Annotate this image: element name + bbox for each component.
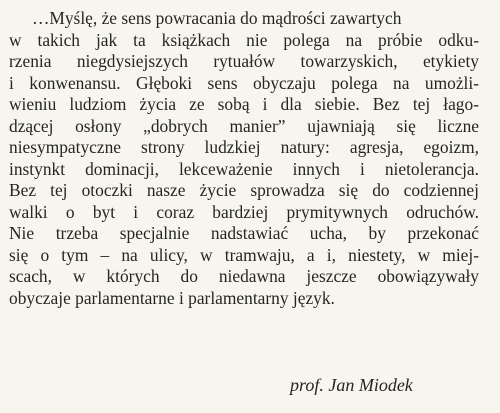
quote-line-14: obyczaje parlamentarne i parlamentarny język.	[9, 287, 335, 308]
quote-line-12: się o tym – na ulicy, w tramwaju, a i, niestety, w miej-	[9, 244, 479, 265]
quote-line-1: …Myślę, że sens powracania do mądrości zawartych	[32, 8, 402, 28]
quote-line-2: w takich jak ta książkach nie polega na próbie odku-	[9, 29, 479, 50]
quote-line-7: niesympatyczne strony ludzkiej natury: agresja, egoizm,	[9, 137, 479, 157]
quote-line-10: walki o byt i coraz bardziej prymitywnych odruchów.	[9, 201, 479, 222]
quote-line-9: Bez tej otoczki nasze życie sprowadza się do codziennej	[9, 180, 479, 200]
quote-line-3: rzenia niegdysiejszych rytuałów towarzyskich, etykiety	[9, 51, 479, 71]
author-signature: prof. Jan Miodek	[290, 375, 413, 395]
quote-line-11: Nie trzeba specjalnie nadstawiać ucha, by przekonać	[9, 223, 479, 243]
quote-line-6: dzącej osłony „dobrych manier” ujawniają się liczne	[9, 115, 479, 136]
quote-line-4: i konwenansu. Głęboki sens obyczaju polega na umożli-	[9, 72, 479, 93]
quote-paragraph	[9, 8, 479, 309]
quote-line-13: scach, w których do niedawna jeszcze obowiązywały	[9, 266, 479, 286]
quote-line-5: wieniu ludziom życia ze sobą i dla siebie. Bez tej łago-	[9, 94, 479, 114]
quote-line-8: instynkt dominacji, lekceważenie innych i nietolerancja.	[9, 158, 479, 179]
